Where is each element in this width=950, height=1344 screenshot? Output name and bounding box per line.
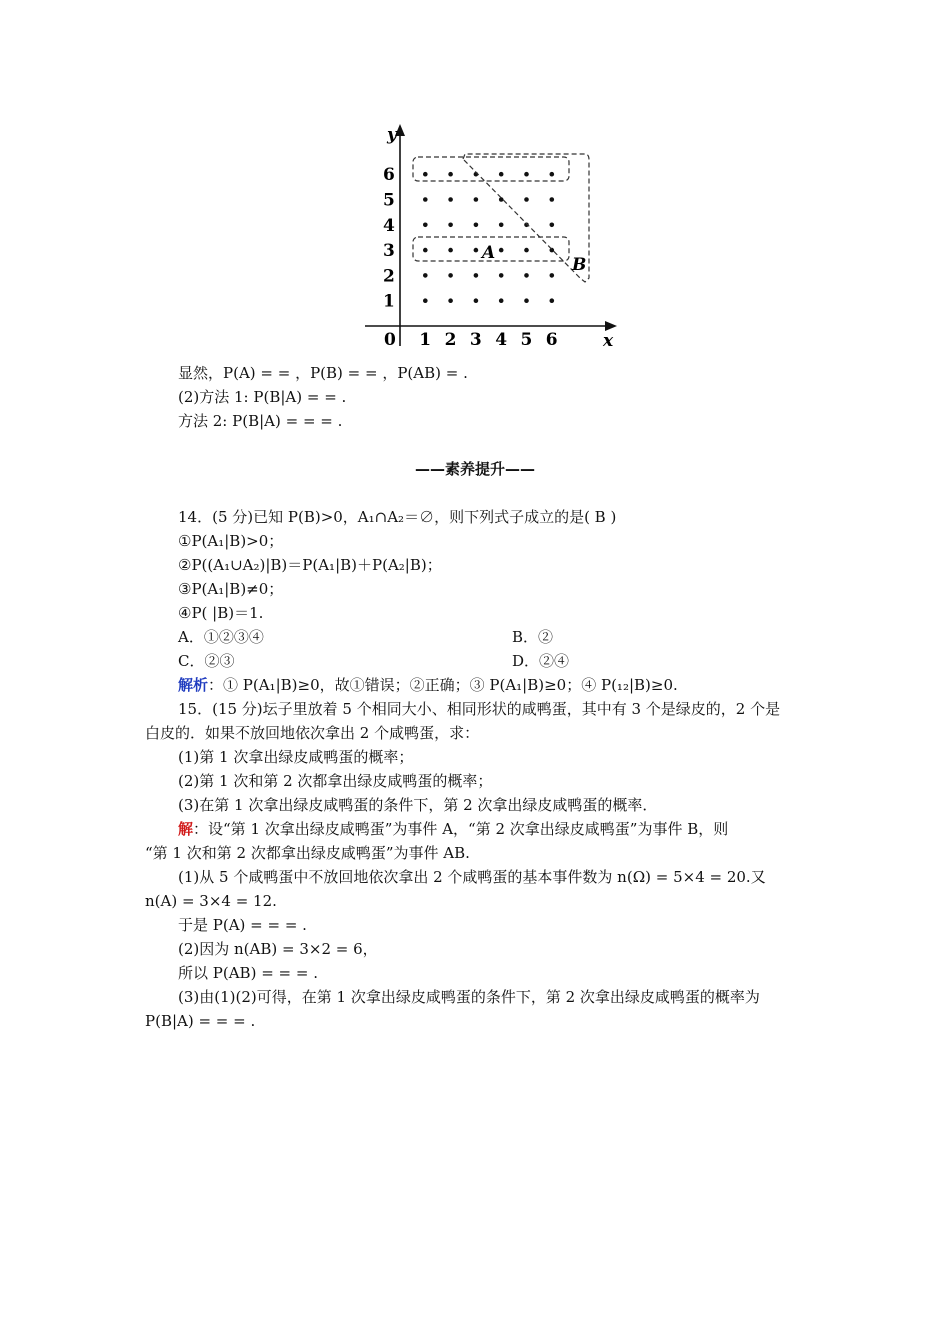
y-tick-1: 1 [383, 291, 395, 312]
sample-point [524, 273, 529, 278]
sample-point [448, 172, 453, 177]
x-tick-2: 2 [444, 330, 457, 350]
q14-analysis [178, 674, 678, 696]
row6-outline [413, 157, 569, 181]
q15-part-2: (2)第 1 次和第 2 次都拿出绿皮咸鸭蛋的概率； [178, 772, 493, 790]
analysis-text: ：① P(A₁|B)≥0，故①错误；②正确；③ P(A₁|B)≥0；④ P(₁₂|B)≥0. [208, 676, 678, 694]
sample-point [474, 298, 479, 303]
q15-stem-2: 白皮的．如果不放回地依次拿出 2 个咸鸭蛋，求： [145, 724, 480, 742]
region-B-label: B [572, 255, 587, 275]
sample-point [499, 298, 504, 303]
sample-point [474, 223, 479, 228]
q14-option-c: C．②③ [178, 652, 235, 670]
q14-statement-1: ①P(A₁|B)>0； [178, 532, 284, 550]
x-tick-labels [419, 330, 557, 350]
q14-statement-2: ②P((A₁∪A₂)|B)＝P(A₁|B)＋P(A₂|B)； [178, 556, 442, 574]
sample-point [448, 223, 453, 228]
sample-point [524, 197, 529, 202]
sample-point [550, 223, 555, 228]
sample-point [550, 197, 555, 202]
sample-point [499, 248, 504, 253]
q15-solution-2: “第 1 次和第 2 次都拿出绿皮咸鸭蛋”为事件 AB. [145, 844, 470, 862]
x-axis-label: x [603, 331, 614, 351]
sample-point [423, 248, 428, 253]
sample-point [448, 248, 453, 253]
solution-text-1: ：设“第 1 次拿出绿皮咸鸭蛋”为事件 A，“第 2 次拿出绿皮咸鸭蛋”为事件 B，则 [193, 820, 729, 838]
sample-point [550, 298, 555, 303]
y-tick-labels [383, 165, 395, 312]
q15-part-1: (1)第 1 次拿出绿皮咸鸭蛋的概率； [178, 748, 414, 766]
q15-solution-8: (3)由(1)(2)可得，在第 1 次拿出绿皮咸鸭蛋的条件下，第 2 次拿出绿皮咸鸭蛋的概率为 [178, 988, 760, 1006]
q14-stem: 14．(5 分)已知 P(B)>0，A₁∩A₂＝∅，则下列式子成立的是( B ) [178, 508, 617, 526]
sample-point [524, 172, 529, 177]
y-tick-5: 5 [383, 190, 395, 211]
sample-point [499, 172, 504, 177]
y-tick-4: 4 [383, 215, 395, 236]
sample-point [448, 298, 453, 303]
sample-point [474, 197, 479, 202]
sample-point [524, 248, 529, 253]
sample-point [423, 298, 428, 303]
y-tick-2: 2 [383, 266, 395, 287]
q14-option-d: D．②④ [512, 652, 570, 670]
sample-point [499, 197, 504, 202]
q15-part-3: (3)在第 1 次拿出绿皮咸鸭蛋的条件下，第 2 次拿出绿皮咸鸭蛋的概率． [178, 796, 658, 814]
region-A-label: A [482, 243, 496, 263]
sample-point [499, 223, 504, 228]
q15-stem-1: 15．(15 分)坛子里放着 5 个相同大小、相同形状的咸鸭蛋，其中有 3 个是绿皮的，2 个是 [178, 700, 781, 718]
x-tick-1: 1 [419, 330, 432, 350]
q15-solution-5: 于是 P(A) = = = . [178, 916, 307, 934]
line-1: 显然，P(A) = = ，P(B) = = ，P(AB) = . [178, 364, 468, 382]
q14-option-b: B．② [512, 628, 554, 646]
sample-point [474, 248, 479, 253]
y-axis-label: y [387, 125, 397, 145]
q15-solution-7: 所以 P(AB) = = = . [178, 964, 318, 982]
sample-point [524, 298, 529, 303]
analysis-label: 解析 [178, 676, 209, 694]
sample-point [448, 273, 453, 278]
q14-statement-3: ③P(A₁|B)≠0； [178, 580, 284, 598]
q15-solution-9: P(B|A) = = = . [145, 1012, 256, 1030]
q14-option-a: A．①②③④ [178, 628, 264, 646]
q15-solution-4: n(A) = 3×4 = 12. [145, 892, 277, 910]
sample-point [448, 197, 453, 202]
x-tick-6: 6 [545, 330, 558, 350]
solution-label: 解 [178, 820, 194, 838]
x-axis-arrow-icon [605, 321, 617, 331]
line-3: 方法 2: P(B|A) = = = . [178, 412, 343, 430]
sample-point [423, 197, 428, 202]
q15-solution-1 [178, 818, 728, 840]
sample-point [550, 273, 555, 278]
sample-point [499, 273, 504, 278]
sample-point [423, 273, 428, 278]
y-tick-3: 3 [383, 241, 395, 262]
origin-label: 0 [384, 330, 396, 350]
line-2: (2)方法 1: P(B|A) = = . [178, 388, 347, 406]
y-tick-6: 6 [383, 165, 395, 186]
sample-space-graph [355, 118, 625, 358]
x-tick-5: 5 [520, 330, 533, 350]
x-tick-4: 4 [495, 330, 508, 350]
sample-point [423, 223, 428, 228]
sample-point [423, 172, 428, 177]
q14-statement-4: ④P( |B)＝1. [178, 604, 264, 622]
section-title: ——素养提升—— [414, 460, 535, 478]
sample-point [550, 172, 555, 177]
x-tick-3: 3 [469, 330, 482, 350]
q15-solution-3: (1)从 5 个咸鸭蛋中不放回地依次拿出 2 个咸鸭蛋的基本事件数为 n(Ω) = 5×4 = 20.又 [178, 868, 766, 886]
q15-solution-6: (2)因为 n(AB) = 3×2 = 6， [178, 940, 378, 958]
sample-point [474, 273, 479, 278]
